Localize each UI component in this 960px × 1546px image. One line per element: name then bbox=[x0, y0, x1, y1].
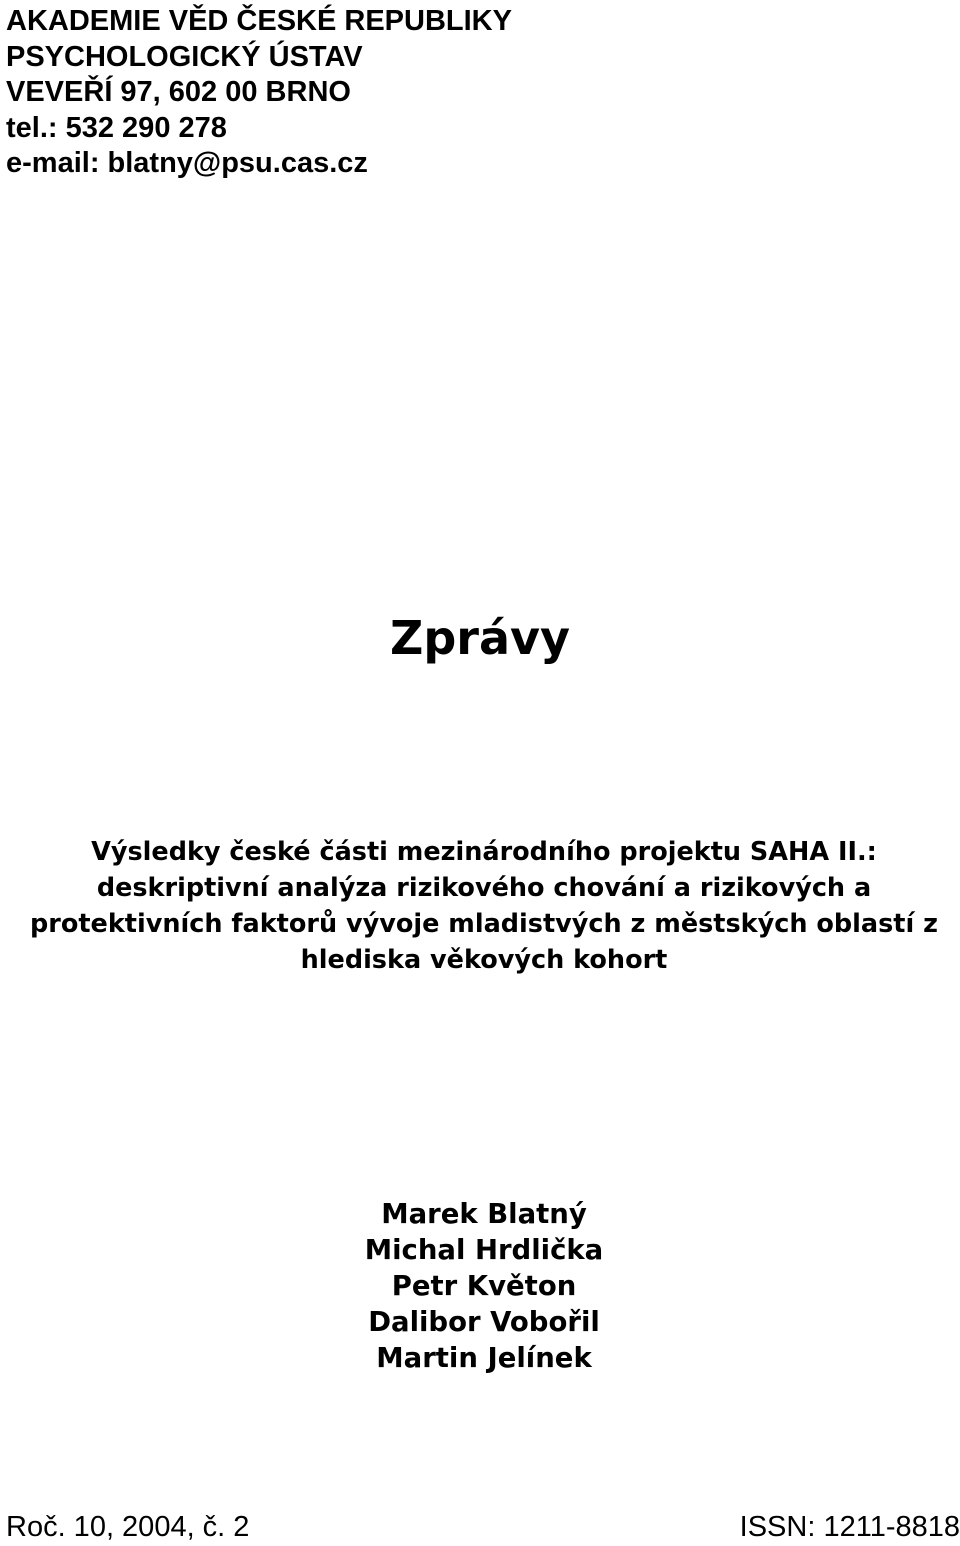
author-name: Petr Květon bbox=[391, 1270, 577, 1302]
issn-info: ISSN: 1211-8818 bbox=[739, 1511, 960, 1543]
subtitle-line: Výsledky české části mezinárodního projektu SAHA II.: bbox=[91, 837, 877, 867]
issue-info: Roč. 10, 2004, č. 2 bbox=[6, 1511, 250, 1543]
document-title: Zprávy bbox=[390, 611, 570, 665]
document-subtitle bbox=[0, 834, 960, 978]
author-name: Michal Hrdlička bbox=[364, 1234, 604, 1266]
institution-phone: tel.: 532 290 278 bbox=[6, 111, 227, 144]
institution-academy: AKADEMIE VĚD ČESKÉ REPUBLIKY bbox=[6, 5, 512, 37]
author-name: Dalibor Vobořil bbox=[368, 1306, 600, 1338]
institution-email: e-mail: blatny@psu.cas.cz bbox=[6, 147, 368, 179]
institution-street: VEVEŘÍ 97, 602 00 BRNO bbox=[6, 76, 351, 108]
institution-institute: PSYCHOLOGICKÝ ÚSTAV bbox=[6, 40, 363, 73]
subtitle-line: protektivních faktorů vývoje mladistvých z městských oblastí z bbox=[30, 909, 938, 939]
author-name: Martin Jelínek bbox=[376, 1342, 592, 1374]
subtitle-line: deskriptivní analýza rizikového chování a rizikových a bbox=[96, 873, 872, 903]
subtitle-line: hlediska věkových kohort bbox=[300, 945, 668, 975]
author-name: Marek Blatný bbox=[381, 1198, 587, 1230]
institution-address-block bbox=[6, 4, 512, 182]
author-list bbox=[0, 1196, 960, 1376]
